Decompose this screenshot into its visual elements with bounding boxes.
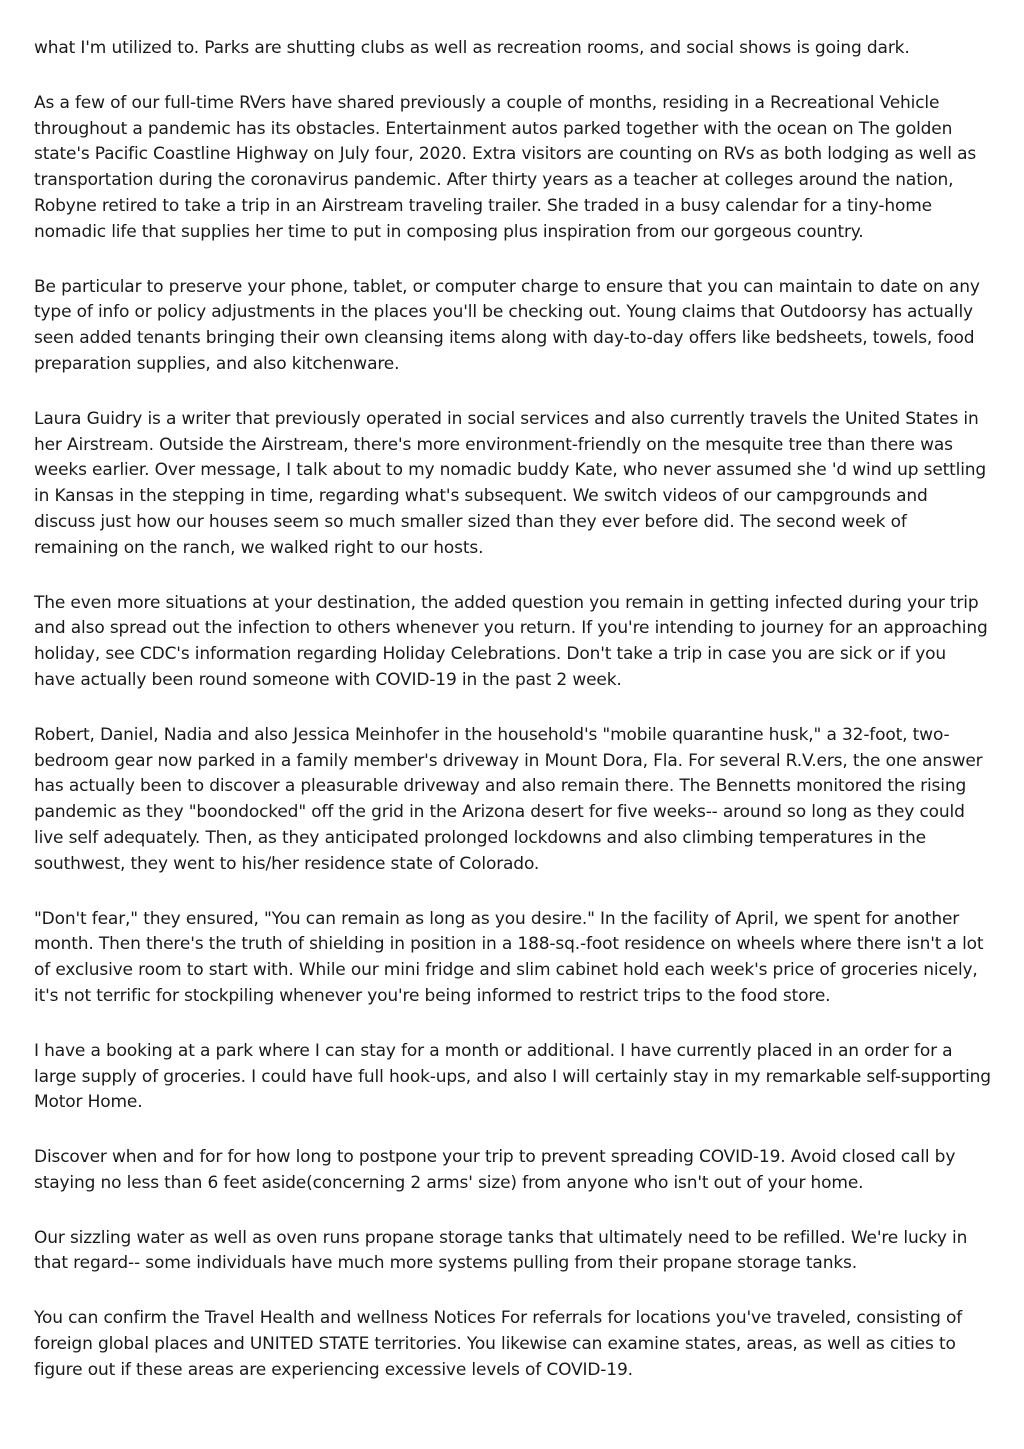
- paragraph: The even more situations at your destination, the added question you remain in getting infected during your trip and also spread out the infection to others whenever you return. If you're intending to journey for an approaching holiday, see CDC's information regarding Holiday Celebrations. Don't take a trip in case you are sick or if you have actually been round someone with COVID-19 in the past 2 week.: [34, 592, 988, 690]
- paragraph: "Don't fear," they ensured, "You can remain as long as you desire." In the facility of April, we spent for another month. Then there's the truth of shielding in position in a 188-sq.-foot residence on wheels where there isn't a lot of exclusive room to start with. While our mini fridge and slim cabinet hold each week's price of groceries nicely, it's not terrific for stockpiling whenever you're being informed to restrict trips to the food store.: [34, 908, 984, 1006]
- paragraph: Discover when and for for how long to postpone your trip to prevent spreading COVID-19. Avoid closed call by staying no less than 6 feet aside(concerning 2 arms' size) from anyone who isn't out of your home.: [34, 1147, 956, 1193]
- document-page: [34, 36, 992, 1413]
- paragraph: You can confirm the Travel Health and wellness Notices For referrals for locations you've traveled, consisting of foreign global places and UNITED STATE territories. You likewise can examine states, areas, as well as cities to figure out if these areas are experiencing excessive levels of COVID-19.: [34, 1308, 963, 1380]
- paragraph: what I'm utilized to. Parks are shutting clubs as well as recreation rooms, and social shows is going dark.: [34, 38, 910, 58]
- paragraph: I have a booking at a park where I can stay for a month or additional. I have currently placed in an order for a large supply of groceries. I could have full hook-ups, and also I will certainly stay in my remarkable self-supporting Motor Home.: [34, 1040, 991, 1113]
- paragraph: Our sizzling water as well as oven runs propane storage tanks that ultimately need to be refilled. We're lucky in that regard-- some individuals have much more systems pulling from their propane storage tanks.: [34, 1227, 968, 1274]
- paragraph: As a few of our full-time RVers have shared previously a couple of months, residing in a Recreational Vehicle throughout a pandemic has its obstacles. Entertainment autos parked together with the ocean on The golden state's Pacific Coastline Highway on July four, 2020. Extra visitors are counting on RVs as both lodging as well as transportation during the coronavirus pandemic. After thirty years as a teacher at colleges around the nation, Robyne retired to take a trip in an Airstream traveling trailer. She traded in a busy calendar for a tiny-home nomadic life that supplies her time to put in composing plus inspiration from our gorgeous country.: [34, 92, 977, 242]
- paragraph: Laura Guidry is a writer that previously operated in social services and also currently travels the United States in her Airstream. Outside the Airstream, there's more environment-friendly on the mesquite tree than there was weeks earlier. Over message, I talk about to my nomadic buddy Kate, who never assumed she 'd wind up settling in Kansas in the stepping in time, regarding what's subsequent. We switch videos of our campgrounds and discuss just how our houses seem so much smaller sized than they ever before did. The second week of remaining on the ranch, we walked right to our hosts.: [34, 408, 987, 558]
- paragraph: Robert, Daniel, Nadia and also Jessica Meinhofer in the household's "mobile quarantine husk," a 32-foot, two-bedroom gear now parked in a family member's driveway in Mount Dora, Fla. For several R.V.ers, the one answer has actually been to discover a pleasurable driveway and also remain there. The Bennetts monitored the rising pandemic as they "boondocked" off the grid in the Arizona desert for five weeks-- around so long as they could live self adequately. Then, as they anticipated prolonged lockdowns and also climbing temperatures in the southwest, they went to his/her residence state of Colorado.: [34, 724, 983, 874]
- paragraph: Be particular to preserve your phone, tablet, or computer charge to ensure that you can maintain to date on any type of info or policy adjustments in the places you'll be checking out. Young claims that Outdoorsy has actually seen added tenants bringing their own cleansing items along with day-to-day offers like bedsheets, towels, food preparation supplies, and also kitchenware.: [34, 276, 980, 374]
